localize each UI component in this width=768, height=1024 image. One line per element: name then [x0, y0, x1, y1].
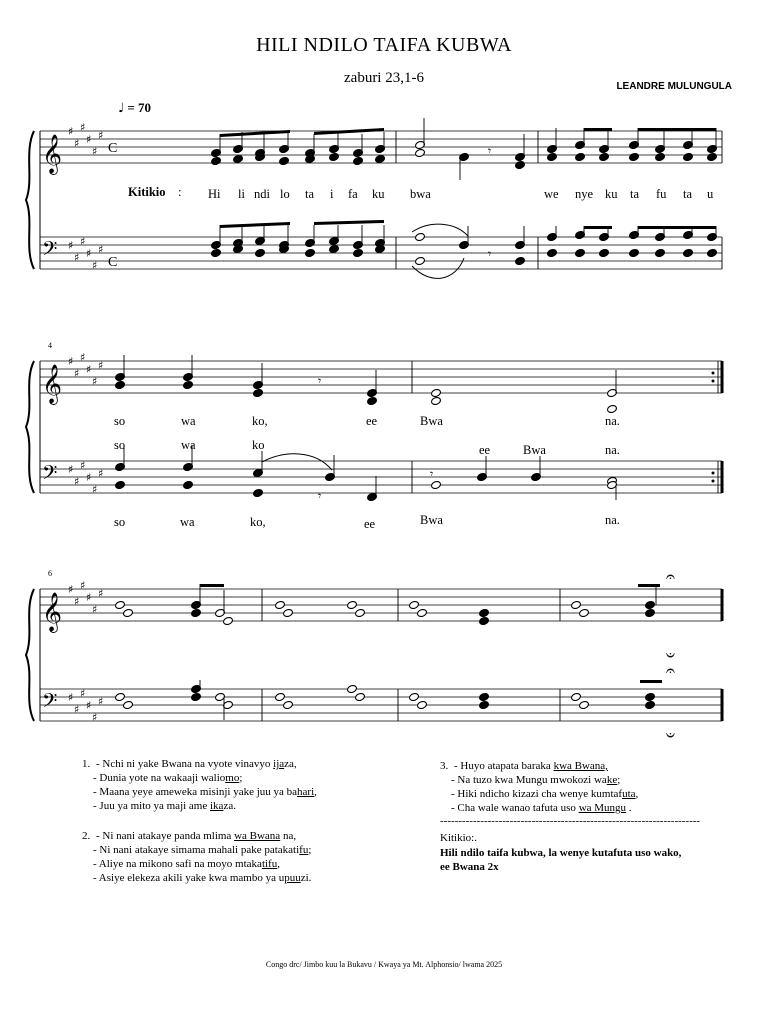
note-head [115, 380, 126, 389]
sharp-icon: ♯ [68, 125, 74, 138]
note-head [479, 692, 490, 701]
verse-text-underlined: ika [210, 800, 224, 812]
note-head [417, 700, 428, 709]
note-head [599, 152, 610, 161]
note-head [655, 152, 666, 161]
verse-text: . [626, 802, 632, 814]
note-head [607, 404, 618, 413]
tempo-value: = 70 [127, 100, 152, 115]
sharp-icon: ♯ [92, 483, 98, 496]
note-head [409, 600, 420, 609]
bass-clef-icon: 𝄢 [42, 689, 58, 717]
note-head [415, 256, 426, 265]
note-head [283, 700, 294, 709]
sharp-icon: ♯ [68, 239, 74, 252]
note-head [655, 248, 666, 257]
refrain-line: Hili ndilo taifa kubwa, la wenye kutafuta uso wako, [440, 847, 682, 859]
verse-text-underlined: tifu [261, 858, 278, 870]
lyric-syllable: wa [181, 414, 196, 428]
note-head [515, 160, 526, 169]
note-head [575, 152, 586, 161]
note-head [353, 248, 364, 257]
note-head [211, 248, 222, 257]
note-beam [638, 226, 716, 229]
verse-text-underlined: fu [299, 844, 309, 856]
lyric-syllable: lo [280, 187, 290, 201]
note-head [283, 608, 294, 617]
lyric-syllable: na. [605, 443, 620, 457]
note-head [279, 156, 290, 165]
note-head [123, 700, 134, 709]
repeat-dot [712, 472, 715, 475]
verse-text: - Asiye elekeza akili yake kwa mambo ya u [93, 872, 285, 884]
note-beam [640, 680, 662, 683]
note-beam [584, 128, 612, 131]
lyric-syllable: fa [348, 187, 358, 201]
measure-number-6: 6 [48, 569, 52, 578]
brace-icon [26, 131, 34, 269]
sharp-icon: ♯ [68, 583, 74, 596]
sharp-icon: ♯ [80, 351, 86, 364]
sharp-icon: ♯ [86, 699, 92, 712]
brace-icon [26, 361, 34, 493]
note-head [645, 692, 656, 701]
verse-text: za. [223, 800, 236, 812]
note-head [629, 248, 640, 257]
fermata-icon: 𝄐 [666, 661, 675, 680]
note-beam [638, 584, 660, 587]
note-head [599, 248, 610, 257]
treble-clef-icon: 𝄞 [42, 364, 63, 404]
verse-2 [82, 829, 311, 885]
verse-text: , [277, 858, 280, 870]
sharp-icon: ♯ [98, 695, 104, 708]
verse-number: 3. [440, 760, 449, 772]
verse-text: - Ni nani atakaye simama mahali pake patakati [93, 844, 300, 856]
lyric-syllable: li [238, 187, 245, 201]
verse-text: - Cha wale wanao tafuta uso [451, 802, 579, 814]
verse-text: - Nchi ni yake Bwana na vyote vinavyo [96, 758, 274, 770]
time-signature-treble: C [108, 141, 118, 156]
note-head [275, 692, 286, 701]
verse-text: zi. [300, 872, 312, 884]
note-head [223, 616, 234, 625]
note-beam [638, 128, 716, 131]
verse-text: - Na tuzo kwa Mungu mwokozi wa [451, 774, 607, 786]
sharp-icon: ♯ [74, 251, 80, 264]
note-head [115, 480, 126, 489]
lyric-syllable: so [114, 414, 126, 428]
verse-text-underlined: puu [284, 872, 301, 884]
verse-text: - Juu ya mito ya maji ame [93, 800, 210, 812]
lyric-syllable: ndi [254, 187, 270, 201]
verse-text-underlined: mo [225, 772, 240, 784]
verse-text: ; [308, 844, 312, 856]
lyric-syllable: ee [366, 414, 378, 428]
sharp-icon: ♯ [80, 459, 86, 472]
eighth-rest-icon: 𝄾 [318, 374, 322, 388]
note-head [115, 600, 126, 609]
note-head [431, 388, 442, 397]
fermata-icon: 𝄑 [666, 645, 675, 664]
tie-curve [262, 454, 332, 470]
verse-text-underlined: ke [606, 774, 618, 786]
note-beam [200, 584, 224, 587]
verse-text: ; [617, 774, 621, 786]
note-head [683, 152, 694, 161]
verse-text: na, [280, 830, 297, 842]
lyric-syllable: Bwa [420, 414, 443, 428]
note-head [431, 396, 442, 405]
note-head [347, 684, 358, 693]
note-head [575, 248, 586, 257]
note-head [417, 608, 428, 617]
sharp-icon: ♯ [86, 471, 92, 484]
lyric-syllable: ta [683, 187, 693, 201]
note-head [367, 396, 378, 405]
verse-text: - Huyo atapata baraka [454, 760, 554, 772]
lyric-syllable: bwa [410, 187, 431, 201]
sharp-icon: ♯ [74, 475, 80, 488]
sharp-icon: ♯ [68, 463, 74, 476]
lyric-syllable: ko, [252, 414, 268, 428]
note-head [355, 692, 366, 701]
lyric-syllable: wa [181, 438, 196, 452]
note-head [123, 608, 134, 617]
treble-clef-icon: 𝄞 [42, 592, 63, 632]
score-graphics [26, 118, 722, 744]
verse-3 [440, 759, 638, 815]
note-head [183, 480, 194, 489]
verse-text: - Dunia yote na wakaaji walio [93, 772, 226, 784]
sharp-icon: ♯ [86, 591, 92, 604]
note-head [645, 700, 656, 709]
note-head [115, 692, 126, 701]
note-head [255, 248, 266, 257]
lyric-syllable: na. [605, 513, 620, 527]
note-head [347, 600, 358, 609]
note-head [211, 156, 222, 165]
lyric-syllable: ko, [250, 515, 266, 529]
lyric-syllable: ee [479, 443, 491, 457]
sharp-icon: ♯ [98, 587, 104, 600]
sharp-icon: ♯ [80, 121, 86, 134]
note-head [431, 480, 442, 489]
lyric-syllable: so [114, 515, 126, 529]
bass-clef-icon: 𝄢 [42, 461, 58, 489]
verse-text: za, [284, 758, 297, 770]
note-head [305, 248, 316, 257]
fermata-icon: 𝄑 [666, 725, 675, 744]
verse-number: 1. [82, 758, 91, 770]
lyric-syllable: Bwa [523, 443, 546, 457]
note-head [579, 700, 590, 709]
note-head [571, 600, 582, 609]
verse-text: , [314, 786, 317, 798]
verse-text-underlined: uta [622, 788, 636, 800]
note-head [275, 600, 286, 609]
refrain-label: Kitikio [128, 185, 166, 199]
verse-text: ; [239, 772, 243, 784]
sharp-icon: ♯ [86, 133, 92, 146]
composer-name: LEANDRE MULUNGULA [616, 81, 732, 92]
sharp-icon: ♯ [80, 687, 86, 700]
separator-line: ----------------------------------------------------------------------- [440, 815, 701, 827]
note-head [479, 616, 490, 625]
sharp-icon: ♯ [68, 355, 74, 368]
lyric-syllable: ta [305, 187, 315, 201]
sharp-icon: ♯ [86, 363, 92, 376]
note-head [375, 154, 386, 163]
refrain-heading: Kitikio:. [440, 832, 477, 844]
sharp-icon: ♯ [92, 145, 98, 158]
verse-text: - Hiki ndicho kizazi cha wenye kumtaf [451, 788, 623, 800]
verse-text-underlined: hari [297, 786, 315, 798]
verse-text: - Aliye na mikono safi na moyo mtaka [93, 858, 262, 870]
note-head [547, 248, 558, 257]
lyric-syllable: so [114, 438, 126, 452]
eighth-rest-icon: 𝄾 [488, 144, 492, 158]
footer-credit: Congo drc/ Jimbo kuu la Bukavu / Kwaya ya Mt. Alphonsio/ lwama 2025 [265, 960, 503, 969]
sharp-icon: ♯ [92, 375, 98, 388]
verse-text-underlined: wa Mungu [578, 802, 627, 814]
note-head [233, 154, 244, 163]
lyric-syllable: we [544, 187, 559, 201]
note-head [415, 232, 426, 241]
brace-icon [26, 589, 34, 721]
fermata-icon: 𝄐 [666, 567, 675, 586]
lyric-syllable: u [707, 187, 714, 201]
note-head [707, 248, 718, 257]
note-head [355, 608, 366, 617]
quarter-note-icon: ♩ [118, 101, 125, 116]
note-head [479, 608, 490, 617]
sharp-icon: ♯ [98, 129, 104, 142]
eighth-rest-icon: 𝄾 [488, 247, 492, 261]
note-head [629, 152, 640, 161]
sharp-icon: ♯ [92, 711, 98, 724]
lyric-syllable: ee [364, 517, 376, 531]
repeat-dot [712, 480, 715, 483]
sharp-icon: ♯ [68, 691, 74, 704]
lyric-syllable: i [330, 187, 334, 201]
note-head [353, 156, 364, 165]
note-head [515, 256, 526, 265]
sharp-icon: ♯ [92, 259, 98, 272]
eighth-rest-icon: 𝄾 [430, 467, 434, 481]
verse-text-underlined: ija [273, 758, 285, 770]
eighth-rest-icon: 𝄾 [318, 489, 322, 503]
note-beam [314, 128, 384, 135]
sharp-icon: ♯ [74, 367, 80, 380]
sharp-icon: ♯ [80, 579, 86, 592]
note-head [409, 692, 420, 701]
note-head [571, 692, 582, 701]
note-beam [314, 220, 384, 225]
lyric-syllable: na. [605, 414, 620, 428]
verse-text: , [635, 788, 639, 800]
sharp-icon: ♯ [74, 595, 80, 608]
note-head [253, 488, 264, 497]
note-head [183, 380, 194, 389]
lyric-syllable: ko [252, 438, 265, 452]
repeat-dot [712, 380, 715, 383]
sharp-icon: ♯ [98, 243, 104, 256]
treble-clef-icon: 𝄞 [42, 134, 63, 174]
note-head [329, 152, 340, 161]
refrain-line: ee Bwana 2x [440, 861, 499, 873]
note-head [191, 608, 202, 617]
note-head [479, 700, 490, 709]
lyric-syllable: wa [180, 515, 195, 529]
verse-text: - Maana yeye ameweka misinji yake juu ya ba [93, 786, 298, 798]
verse-text-underlined: wa Bwana [234, 830, 281, 842]
refrain-text [440, 846, 681, 874]
note-head [645, 608, 656, 617]
note-head [547, 152, 558, 161]
refrain-label-colon: : [178, 185, 182, 199]
lyric-syllable: ku [372, 187, 385, 201]
sharp-icon: ♯ [86, 247, 92, 260]
verse-text: - Ni nani atakaye panda mlima [96, 830, 235, 842]
measure-number-4: 4 [48, 341, 52, 350]
lyric-syllable: Hi [208, 187, 221, 201]
sharp-icon: ♯ [80, 235, 86, 248]
note-head [707, 152, 718, 161]
note-head [329, 244, 340, 253]
sharp-icon: ♯ [98, 467, 104, 480]
sharp-icon: ♯ [74, 703, 80, 716]
note-beam [220, 222, 290, 228]
note-head [579, 608, 590, 617]
sharp-icon: ♯ [92, 603, 98, 616]
bass-clef-icon: 𝄢 [42, 237, 58, 265]
lyric-syllable: ku [605, 187, 618, 201]
page-title: HILI NDILO TAIFA KUBWA [256, 34, 512, 56]
lyric-syllable: Bwa [420, 513, 443, 527]
note-head [191, 692, 202, 701]
verse-text-underlined: kwa Bwana, [553, 760, 608, 772]
note-head [645, 600, 656, 609]
time-signature-bass: C [108, 255, 118, 270]
verse-1 [82, 757, 317, 813]
lyric-syllable: fu [656, 187, 667, 201]
note-head [415, 148, 426, 157]
verse-number: 2. [82, 830, 91, 842]
lyric-syllable: nye [575, 187, 594, 201]
sharp-icon: ♯ [74, 137, 80, 150]
note-beam [584, 226, 612, 229]
note-head [253, 388, 264, 397]
sharp-icon: ♯ [98, 359, 104, 372]
repeat-dot [712, 372, 715, 375]
lyric-syllable: ta [630, 187, 640, 201]
note-head [683, 248, 694, 257]
page-subtitle: zaburi 23,1-6 [344, 70, 424, 86]
